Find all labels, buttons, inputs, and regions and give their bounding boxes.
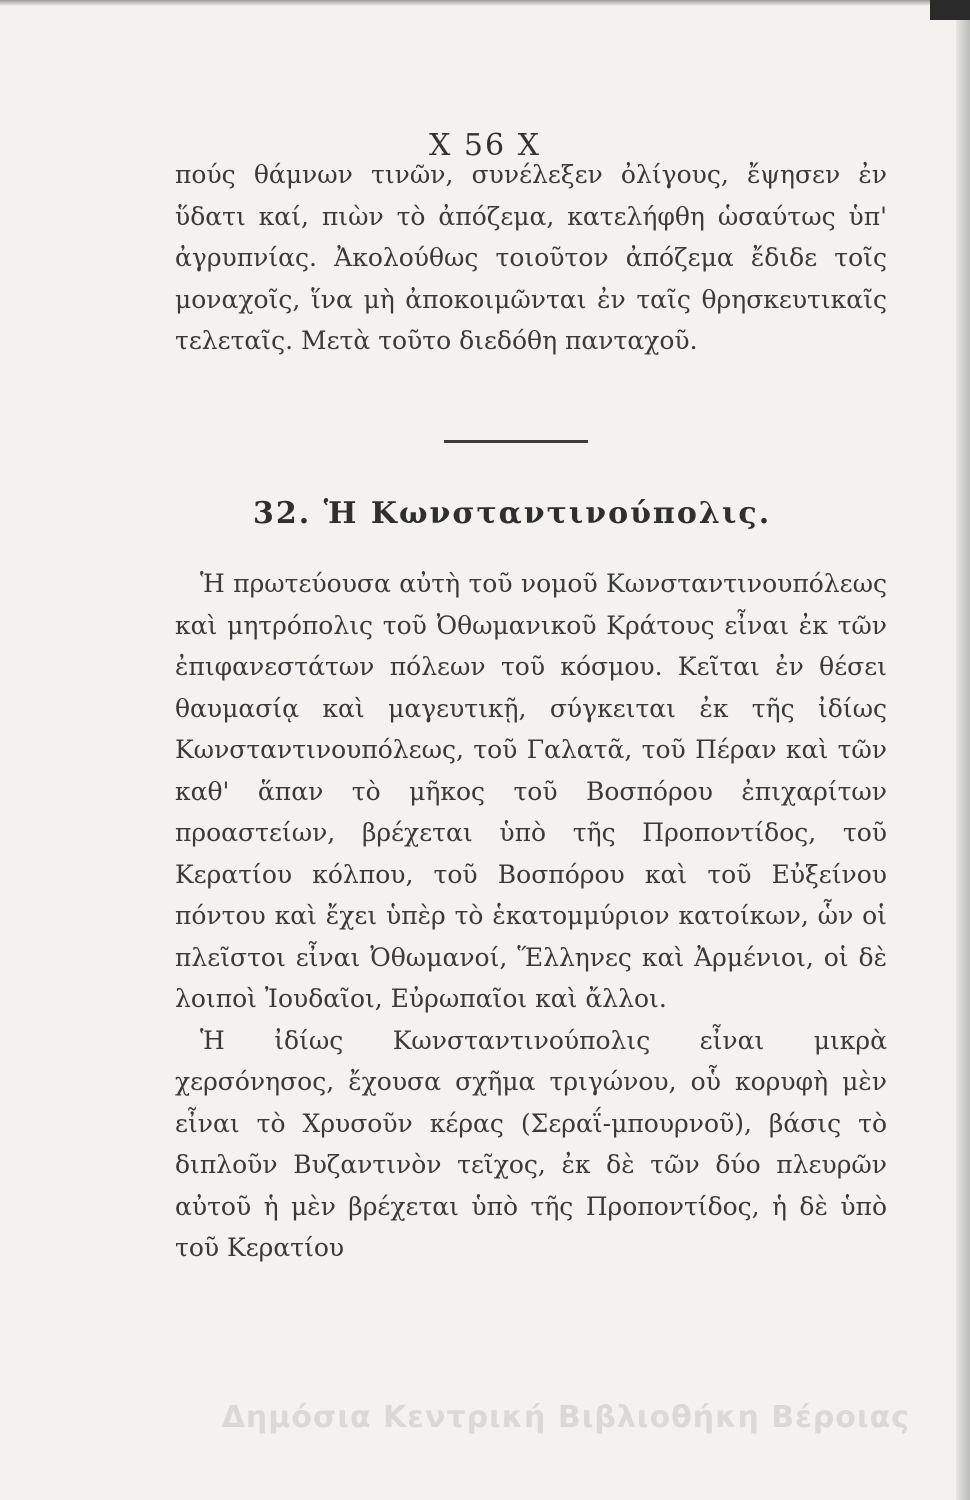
page-top-edge — [0, 0, 970, 6]
body-paragraph-1: Ἡ πρωτεύουσα αὐτὴ τοῦ νομοῦ Κωνσταντινουπόλεως καὶ μητρόπολις τοῦ Ὀθωμανικοῦ Κράτους εἶναι ἐκ τῶν ἐπιφανεστάτων πόλεων τοῦ κόσμου. Κεῖται ἐν θέσει θαυμασίᾳ καὶ μαγευτικῇ, σύγκειται ἐκ τῆς ἰδίως Κωνσταντινουπόλεως, τοῦ Γαλατᾶ, τοῦ Πέραν καὶ τῶν καθ' ἅπαν τὸ μῆκος τοῦ Βοσπόρου ἐπιχαρίτων προαστείων, βρέχεται ὑπὸ τῆς Προποντίδος, τοῦ Κερατίου κόλπου, τοῦ Βοσπόρου καὶ τοῦ Εὐξείνου πόντου καὶ ἔχει ὑπὲρ τὸ ἑκατομμύριον κατοίκων, ὧν οἱ πλεῖστοι εἶναι Ὀθωμανοί, Ἕλληνες καὶ Ἀρμένιοι, οἱ δὲ λοιποὶ Ἰουδαῖοι, Εὐρωπαῖοι καὶ ἄλλοι. — [175, 569, 887, 1013]
scan-corner-shadow — [930, 0, 970, 20]
section-divider — [444, 440, 588, 443]
body-paragraph-2: Ἡ ἰδίως Κωνσταντινούπολις εἶναι μικρὰ χερσόνησος, ἔχουσα σχῆμα τριγώνου, οὗ κορυφὴ μὲν εἶναι τὸ Χρυσοῦν κέρας (Σεραΐ-μπουρνοῦ), βάσις τὸ διπλοῦν Βυζαντινὸν τεῖχος, ἐκ δὲ τῶν δύο πλευρῶν αὐτοῦ ἡ μὲν βρέχεται ὑπὸ τῆς Προποντίδος, ἡ δὲ ὑπὸ τοῦ Κερατίου — [175, 1025, 887, 1262]
library-watermark: Δημόσια Κεντρική Βιβλιοθήκη Βέροιας — [221, 1400, 910, 1435]
section-body — [175, 563, 887, 1269]
section-title: 32. Ἡ Κωνσταντινούπολις. — [253, 496, 772, 531]
page-right-edge — [956, 0, 970, 1500]
intro-paragraph: πούς θάμνων τινῶν, συνέλεξεν ὀλίγους, ἔψησεν ἐν ὕδατι καί, πιὼν τὸ ἀπόζεμα, κατελήφθη ὡσαύτως ὑπ' ἀγρυπνίας. Ἀκολούθως τοιοῦτον ἀπόζεμα ἔδιδε τοῖς μοναχοῖς, ἵνα μὴ ἀποκοιμῶνται ἐν ταῖς θρησκευτικαῖς τελεταῖς. Μετὰ τοῦτο διεδόθη πανταχοῦ. — [175, 160, 887, 355]
intro-paragraph-block — [175, 154, 887, 362]
page-header: Χ 56 Χ — [429, 128, 541, 163]
